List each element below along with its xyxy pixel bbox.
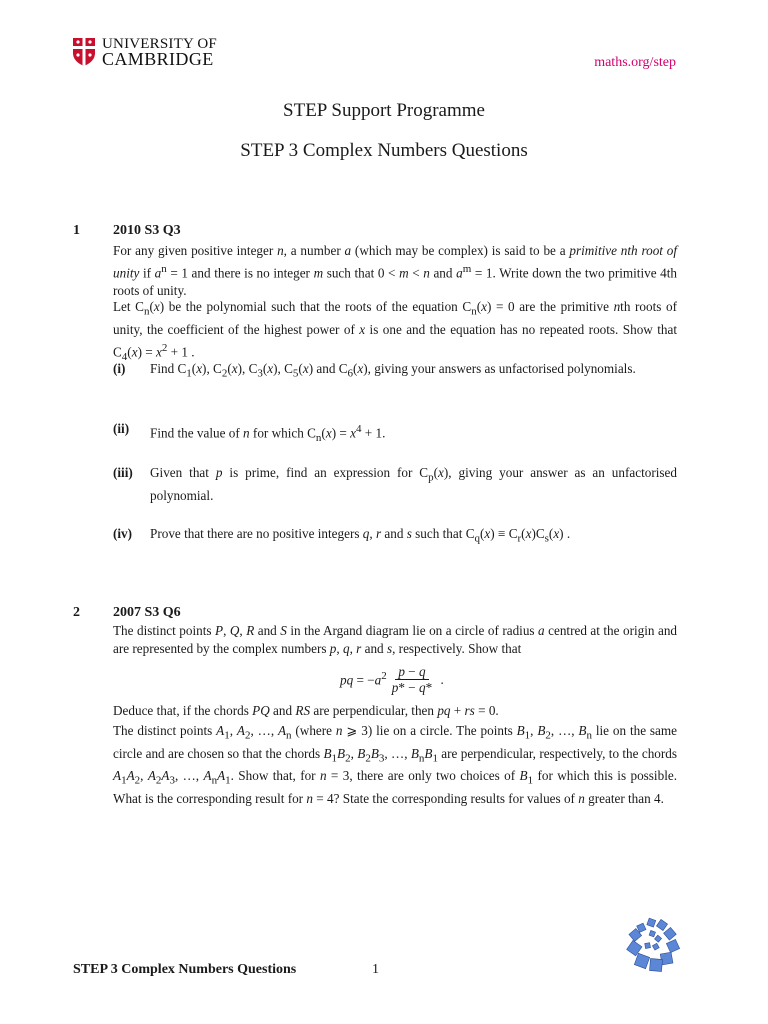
university-name-line1: UNIVERSITY OF xyxy=(102,36,217,52)
question-2-source: 2007 S3 Q6 xyxy=(113,605,181,620)
question-1-source: 2010 S3 Q3 xyxy=(113,223,181,238)
part-iii-text: Given that p is prime, find an expression for $C_p(x)$, giving your answer as an unfactorised polynomial. xyxy=(150,465,677,503)
part-label: (i) xyxy=(113,361,126,376)
part-label: (iv) xyxy=(113,526,133,541)
footer-title: STEP 3 Complex Numbers Questions xyxy=(73,962,297,977)
question-2-chords: The distinct points $A_1$, $A_2$, …, $A_n$ (where n ⩾ 3) lie on a circle. The points $B_1$, $B_2$, …, $B_n$ lie on the same circle and are chosen so that the chords $B_1B_2$, $B_2B_3$, …, $B_nB_1$ are perpendicular, respectively, to the chords $A_1A_2$, $A_2A_3$, …, $A_nA_1$. Show that, for n = 3, there are only two choices of $B_1$ for which this is possible. What is the corresponding result for n = 4? State the corresponding results for values of n greater than 4. xyxy=(113,723,678,806)
question-2-intro: The distinct points P, Q, R and S in the Argand diagram lie on a circle of radius a centred at the origin and are represented by the complex numbers p, q, r and s, respectively. Show that xyxy=(113,623,678,656)
question-2-number: 2 xyxy=(73,605,80,620)
topic-title: STEP 3 Complex Numbers Questions xyxy=(240,140,528,161)
page-number: 1 xyxy=(372,962,379,977)
programme-title: STEP Support Programme xyxy=(283,100,485,121)
equation-pq: pq = $-a^2$ $\frac{p - q}{p* - q*}$ . xyxy=(340,664,444,695)
part-iv-text: Prove that there are no positive integers q, r and s such that $C_q(x) \equiv C_r(x)C_s(x)$ . xyxy=(150,526,571,545)
question-1-definition: Let $C_n(x)$ be the polynomial such that the roots of the equation $C_n(x) = 0$ are the primitive nth roots of unity, the coefficient of the highest power of x is one and the equation has no repeated roots. Show that $C_4(x) = x^2 + 1$ . xyxy=(113,299,678,363)
university-logo xyxy=(72,37,217,67)
question-2-deduce: Deduce that, if the chords PQ and RS are perpendicular, then pq + rs = 0. xyxy=(113,703,499,718)
part-label: (ii) xyxy=(113,421,130,436)
site-link[interactable]: maths.org/step xyxy=(594,55,676,70)
part-label: (iii) xyxy=(113,465,133,480)
part-i-text: Find $C_1(x)$, $C_2(x)$, $C_3(x)$, $C_5(x)$ and $C_6(x)$, giving your answers as unfactorised polynomials. xyxy=(150,361,636,380)
question-1-intro: For any given positive integer n, a number a (which may be complex) is said to be a primitive nth root of unity if $a^n = 1$ and there is no integer m such that 0 < m < n and $a^m = 1$. Write down the two primitive 4th roots of unity. xyxy=(113,243,678,299)
step-spiral-logo-icon xyxy=(626,915,682,975)
part-ii-text: Find the value of n for which $C_n(x) = x^4 + 1$. xyxy=(150,423,386,445)
question-1-number: 1 xyxy=(73,223,80,238)
cambridge-shield-icon xyxy=(72,37,96,67)
university-name-line2: CAMBRIDGE xyxy=(102,49,214,69)
